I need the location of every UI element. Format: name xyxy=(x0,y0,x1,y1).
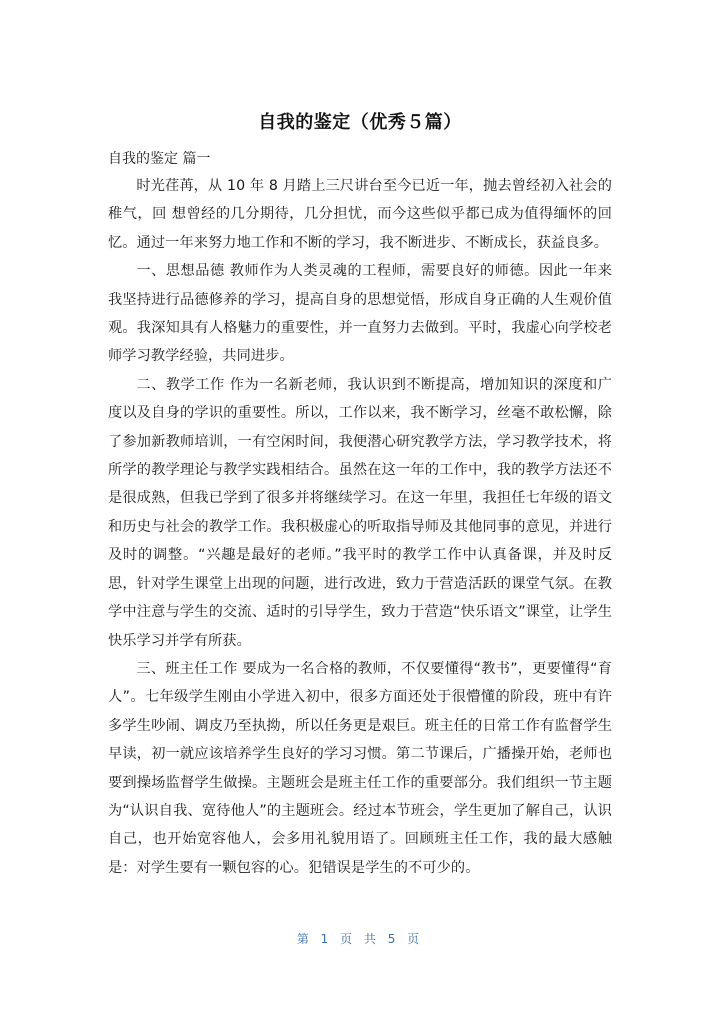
page-footer: 第 1 页 共 5 页 xyxy=(296,932,424,946)
paragraph-moral: 一、思想品德 教师作为人类灵魂的工程师，需要良好的师德。因此一年来我坚持进行品德修养的学习，提高自身的思想觉悟，形成自身正确的人生观价值观。我深知具有人格魅力的重要性，并一直努力去做到。平时，我虚心向学校老师学习教学经验，共同进步。 xyxy=(108,263,612,365)
paragraph-head-teacher: 三、班主任工作 要成为一名合格的教师，不仅要懂得“教书”，更要懂得“育人”。七年级学生刚由小学进入初中，很多方面还处于很懵懂的阶段，班中有许多学生吵闹、调皮乃至执拗，所以任务更是艰巨。班主任的日常工作有监督学生早读，初一就应该培养学生良好的学习习惯。第二节课后，广播操开始，老师也要到操场监督学生做操。主题班会是班主任工作的重要部分。我们组织一节主题为“认识自我、宽待他人”的主题班会。经过本节班会，学生更加了解自己，认识自己，也开始宽容他人，会多用礼貌用语了。回顾班主任工作，我的最大感触是：对学生要有一颗包容的心。犯错误是学生的不可少的。 xyxy=(108,660,612,876)
document-title: 自我的鉴定（优秀５篇） xyxy=(258,112,462,133)
section-heading: 自我的鉴定 篇一 xyxy=(108,151,211,167)
document-body xyxy=(108,172,612,882)
paragraph-intro: 时光荏苒，从 10 年 8 月踏上三尺讲台至今已近一年，抛去曾经初入社会的稚气，回 想曾经的几分期待，几分担忧，而今这些似乎都已成为值得缅怀的回忆。通过一年来努力地工作和不断的学习，我不断进步、不断成长，获益良多。 xyxy=(108,178,612,251)
paragraph-teaching: 二、教学工作 作为一名新老师，我认识到不断提高，增加知识的深度和广度以及自身的学识的重要性。所以，工作以来，我不断学习，丝毫不敢松懈，除了参加新教师培训，一有空闲时间，我便潜心研究教学方法，学习教学技术，将所学的教学理论与教学实践相结合。虽然在这一年的工作中，我的教学方法还不是很成熟，但我已学到了很多并将继续学习。在这一年里，我担任七年级的语文和历史与社会的教学工作。我积极虚心的听取指导师及其他同事的意见，并进行及时的调整。“兴趣是最好的老师。”我平时的教学工作中认真备课，并及时反思，针对学生课堂上出现的问题，进行改进，致力于营造活跃的课堂气氛。在教学中注意与学生的交流、适时的引导学生，致力于营造“快乐语文”课堂，让学生快乐学习并学有所获。 xyxy=(108,376,612,649)
